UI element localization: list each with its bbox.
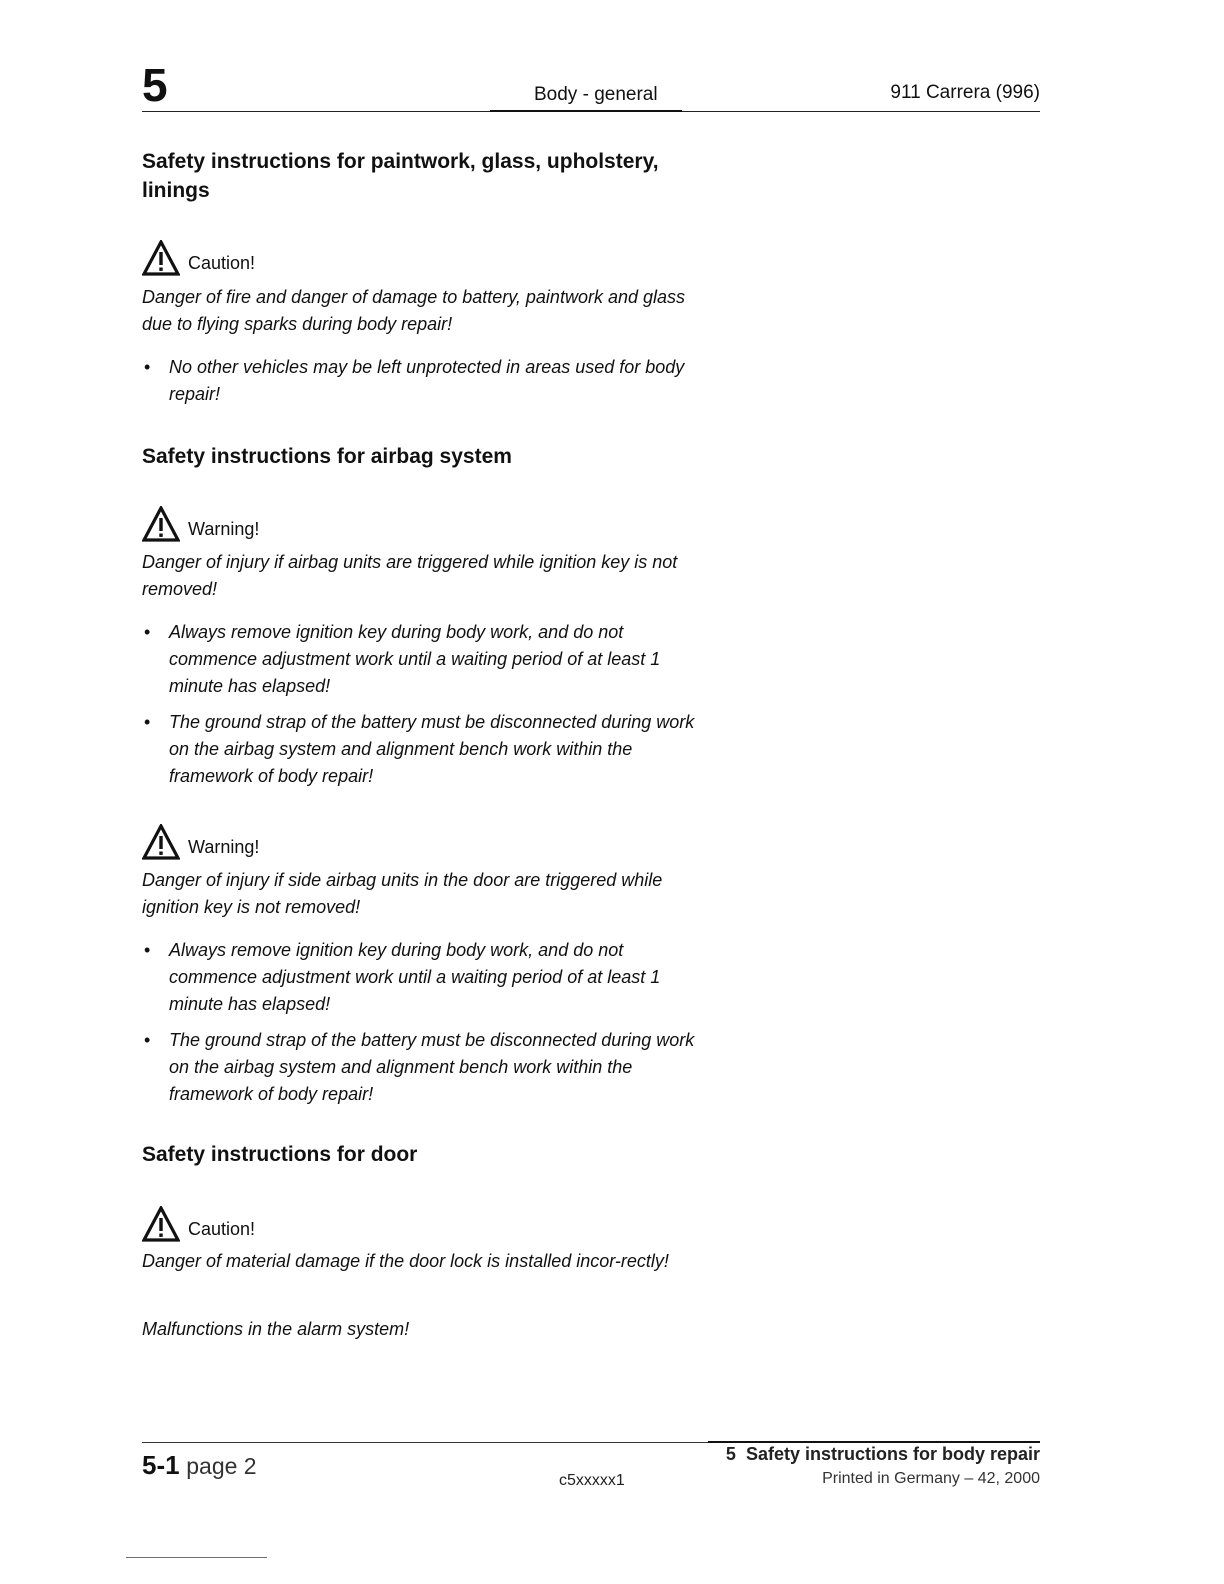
warning-triangle-icon bbox=[142, 1206, 180, 1242]
footer-printed: Printed in Germany – 42, 2000 bbox=[822, 1470, 1040, 1487]
bullet-point: • bbox=[144, 712, 151, 732]
notice-text: Danger of fire and danger of damage to battery, paintwork and glass due to flying sparks during body repair! bbox=[142, 287, 685, 334]
notice-label: Warning! bbox=[188, 837, 260, 857]
notice-label: Caution! bbox=[188, 253, 256, 273]
footer-section-number: 5 bbox=[725, 1444, 736, 1464]
header-section-title: Body - general bbox=[534, 84, 658, 105]
bullet-list bbox=[142, 619, 702, 799]
notice-text: Danger of injury if side airbag units in the door are triggered while ignition key is not removed! bbox=[142, 870, 663, 917]
warning-triangle-icon bbox=[142, 824, 180, 860]
section-heading-paintwork: Safety instructions for paintwork, glass, upholstery, linings bbox=[142, 150, 659, 202]
notice-caution-paintwork bbox=[142, 240, 255, 276]
notice-text: Danger of injury if airbag units are triggered while ignition key is not removed! bbox=[142, 552, 678, 599]
page-group: 5-1 bbox=[142, 1450, 180, 1480]
notice-warning-airbag bbox=[142, 506, 259, 542]
list-item: • Always remove ignition key during body work, and do not commence adjustment work until a waiting period of at least 1 minute has elapsed! bbox=[142, 619, 702, 700]
notice-caution-door bbox=[142, 1206, 255, 1242]
bullet-list bbox=[142, 354, 702, 417]
section-heading-door: Safety instructions for door bbox=[142, 1143, 418, 1166]
section-heading-airbag: Safety instructions for airbag system bbox=[142, 445, 512, 468]
footer-page-number bbox=[142, 1450, 257, 1481]
footer-rule-accent bbox=[708, 1441, 1040, 1443]
list-item: • The ground strap of the battery must be disconnected during work on the airbag system and alignment bench work within the framework of body repair! bbox=[142, 1027, 702, 1108]
notice-label: Warning! bbox=[188, 519, 260, 539]
scan-artifact-line bbox=[126, 1557, 267, 1558]
bullet-point: • bbox=[144, 357, 151, 377]
notice-label: Caution! bbox=[188, 1219, 256, 1239]
notice-extra-text: Malfunctions in the alarm system! bbox=[142, 1319, 410, 1339]
page-label: page 2 bbox=[186, 1453, 257, 1479]
bullet-point: • bbox=[144, 1030, 151, 1050]
footer-code: c5xxxxx1 bbox=[559, 1472, 625, 1489]
list-item: • No other vehicles may be left unprotected in areas used for body repair! bbox=[142, 354, 702, 408]
header-rule-accent bbox=[490, 110, 682, 112]
notice-warning-side-airbag bbox=[142, 824, 259, 860]
list-item: • The ground strap of the battery must be disconnected during work on the airbag system and alignment bench work within the framework of body repair! bbox=[142, 709, 702, 790]
bullet-point: • bbox=[144, 940, 151, 960]
footer-section-label: Safety instructions for body repair bbox=[745, 1444, 1040, 1464]
notice-text: Danger of material damage if the door lock is installed incor-rectly! bbox=[142, 1251, 669, 1271]
list-item: • Always remove ignition key during body work, and do not commence adjustment work until a waiting period of at least 1 minute has elapsed! bbox=[142, 937, 702, 1018]
header-model: 911 Carrera (996) bbox=[890, 82, 1040, 103]
bullet-list bbox=[142, 937, 702, 1117]
chapter-number: 5 bbox=[142, 59, 168, 111]
warning-triangle-icon bbox=[142, 506, 180, 542]
bullet-point: • bbox=[144, 622, 151, 642]
warning-triangle-icon bbox=[142, 240, 180, 276]
footer-section-title bbox=[726, 1444, 1040, 1465]
